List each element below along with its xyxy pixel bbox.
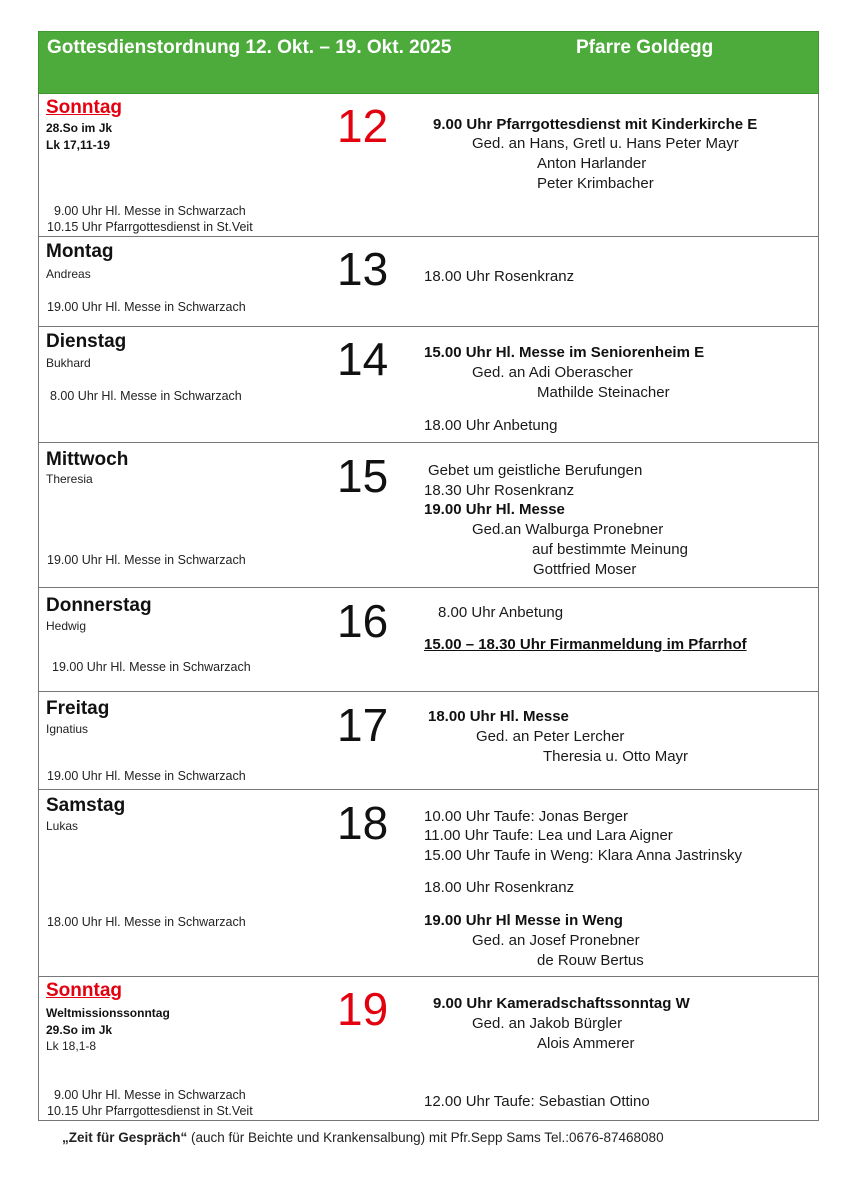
event: Mathilde Steinacher	[537, 384, 670, 401]
footer-text: (auch für Beichte und Krankensalbung) mit Pfr.Sepp Sams Tel.:0676-87468080	[187, 1130, 664, 1145]
footer-bold: „Zeit für Gespräch“	[62, 1130, 188, 1145]
event: 18.00 Uhr Anbetung	[424, 417, 558, 434]
day-name: Mittwoch	[46, 449, 129, 470]
day-row-monday-13	[38, 237, 819, 327]
day-sub: Bukhard	[46, 356, 91, 370]
event: 8.00 Uhr Anbetung	[438, 604, 564, 621]
event: 9.00 Uhr Pfarrgottesdienst mit Kinderkirche E	[433, 116, 758, 133]
day-name: Montag	[46, 241, 114, 262]
day-name: Sonntag	[46, 97, 122, 118]
side-note: 8.00 Uhr Hl. Messe in Schwarzach	[50, 389, 242, 403]
side-note: 18.00 Uhr Hl. Messe in Schwarzach	[47, 915, 246, 929]
day-number: 17	[337, 699, 389, 751]
day-sub: Lukas	[46, 819, 79, 833]
day-row-sunday-19	[38, 977, 819, 1121]
event: 11.00 Uhr Taufe: Lea und Lara Aigner	[424, 827, 673, 844]
day-name: Donnerstag	[46, 595, 152, 616]
day-sub: Lk 18,1-8	[46, 1039, 97, 1053]
event: Theresia u. Otto Mayr	[543, 748, 689, 765]
event: Alois Ammerer	[537, 1035, 635, 1052]
event: 12.00 Uhr Taufe: Sebastian Ottino	[424, 1093, 650, 1110]
event: 18.00 Uhr Rosenkranz	[424, 879, 575, 896]
event: 9.00 Uhr Kameradschaftssonntag W	[433, 995, 690, 1012]
day-sub: 28.So im Jk	[46, 121, 113, 135]
page-title: Gottesdienstordnung 12. Okt. – 19. Okt. 2025	[47, 37, 452, 58]
event: 15.00 Uhr Hl. Messe im Seniorenheim E	[424, 344, 705, 361]
event: 18.00 Uhr Rosenkranz	[424, 268, 575, 285]
day-row-friday-17	[38, 692, 819, 790]
side-note: 19.00 Uhr Hl. Messe in Schwarzach	[47, 553, 246, 567]
side-note: 19.00 Uhr Hl. Messe in Schwarzach	[47, 300, 246, 314]
day-name: Sonntag	[46, 980, 122, 1001]
event: Anton Harlander	[537, 155, 647, 172]
day-sub: Weltmissionssonntag	[46, 1006, 170, 1020]
day-sub: Andreas	[46, 267, 91, 281]
day-sub: Hedwig	[46, 619, 87, 633]
event: de Rouw Bertus	[537, 952, 644, 969]
event: 18.30 Uhr Rosenkranz	[424, 482, 575, 499]
event: auf bestimmte Meinung	[532, 541, 688, 558]
event: Ged. an Adi Oberascher	[472, 364, 633, 381]
header-bar	[38, 31, 819, 94]
day-name: Dienstag	[46, 331, 127, 352]
side-note: 19.00 Uhr Hl. Messe in Schwarzach	[47, 769, 246, 783]
day-row-wednesday-15	[38, 443, 819, 588]
day-number: 19	[337, 983, 389, 1035]
day-row-tuesday-14	[38, 327, 819, 443]
day-number: 12	[337, 100, 389, 152]
side-note: 9.00 Uhr Hl. Messe in Schwarzach	[54, 204, 246, 218]
day-row-saturday-18	[38, 790, 819, 977]
day-number: 15	[337, 450, 389, 502]
event: Ged.an Walburga Pronebner	[472, 521, 664, 538]
day-sub: Lk 17,11-19	[46, 138, 111, 152]
event: 15.00 – 18.30 Uhr Firmanmeldung im Pfarrhof	[424, 636, 747, 653]
side-note: 19.00 Uhr Hl. Messe in Schwarzach	[52, 660, 251, 674]
footer-note	[62, 1130, 664, 1145]
event: Ged. an Jakob Bürgler	[472, 1015, 623, 1032]
side-note: 10.15 Uhr Pfarrgottesdienst in St.Veit	[47, 1104, 253, 1118]
day-name: Samstag	[46, 795, 126, 816]
day-name: Freitag	[46, 698, 110, 719]
event: 19.00 Uhr Hl. Messe	[424, 501, 565, 518]
event: 15.00 Uhr Taufe in Weng: Klara Anna Jastrinsky	[424, 847, 742, 864]
event: Ged. an Hans, Gretl u. Hans Peter Mayr	[472, 135, 739, 152]
event: Ged. an Josef Pronebner	[472, 932, 640, 949]
event: Peter Krimbacher	[537, 175, 654, 192]
event: 18.00 Uhr Hl. Messe	[428, 708, 569, 725]
day-row-thursday-16	[38, 588, 819, 692]
day-number: 18	[337, 797, 389, 849]
day-sub: Ignatius	[46, 722, 89, 736]
day-number: 14	[337, 333, 389, 385]
day-number: 13	[337, 243, 389, 295]
parish-name: Pfarre Goldegg	[576, 37, 714, 58]
event: 19.00 Uhr Hl Messe in Weng	[424, 912, 623, 929]
day-sub: 29.So im Jk	[46, 1023, 113, 1037]
event: Ged. an Peter Lercher	[476, 728, 625, 745]
day-number: 16	[337, 595, 389, 647]
event: 10.00 Uhr Taufe: Jonas Berger	[424, 808, 629, 825]
side-note: 9.00 Uhr Hl. Messe in Schwarzach	[54, 1088, 246, 1102]
event: Gebet um geistliche Berufungen	[428, 462, 643, 479]
day-sub: Theresia	[46, 472, 93, 486]
side-note: 10.15 Uhr Pfarrgottesdienst in St.Veit	[47, 220, 253, 234]
event: Gottfried Moser	[533, 561, 637, 578]
day-row-sunday-12	[38, 94, 819, 237]
